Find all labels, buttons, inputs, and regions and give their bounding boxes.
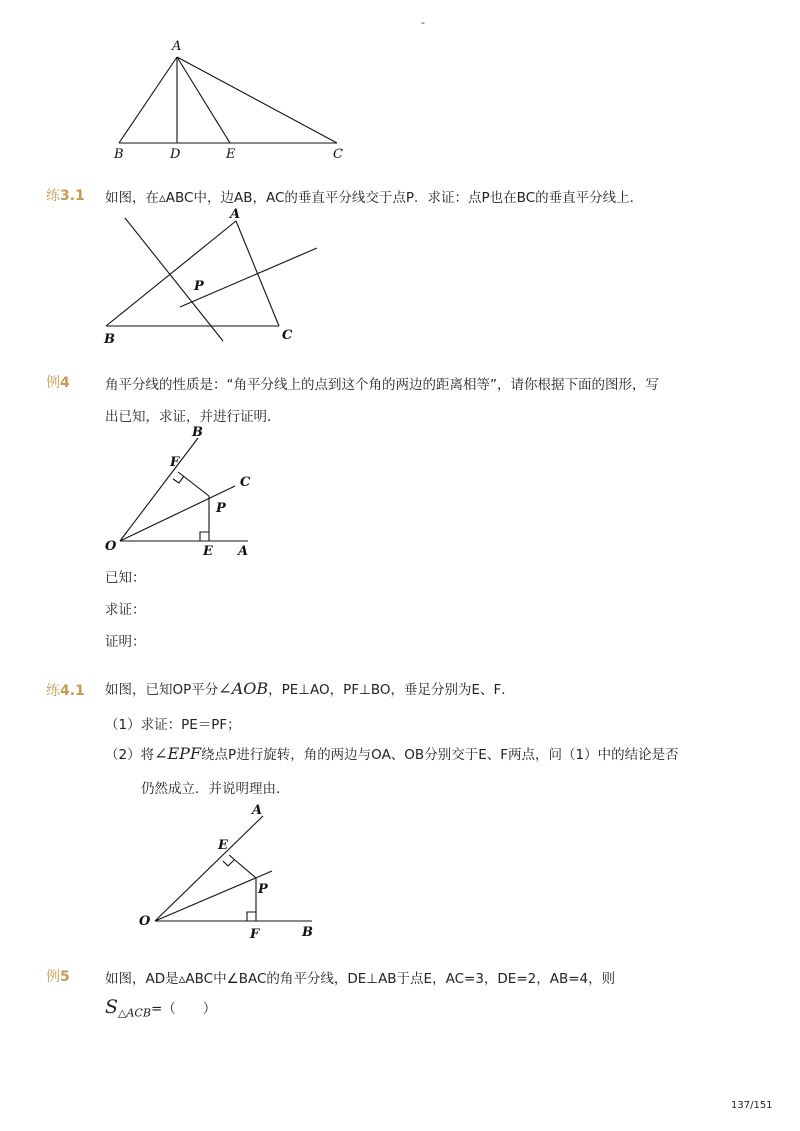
label-a: A bbox=[252, 803, 263, 818]
tag-prefix: 练 bbox=[46, 683, 60, 699]
label-e: E bbox=[226, 147, 236, 162]
proof-label: 证明： bbox=[105, 634, 146, 650]
label-b: B bbox=[302, 925, 313, 940]
math-subscript: △ACB bbox=[118, 1006, 151, 1020]
exercise-4-1-part-1: （1）求证：PE＝PF； bbox=[105, 717, 241, 733]
header-mark: - bbox=[421, 16, 425, 29]
label-c: C bbox=[333, 147, 343, 162]
example-5-text: 如图，AD是▵ABC中∠BAC的角平分线，DE⊥AB于点E，AC=3，DE=2，AB=4，则 bbox=[105, 971, 616, 987]
label-a: A bbox=[238, 544, 249, 559]
text-part-b: ，PE⊥AO，PF⊥BO，垂足分别为E、F． bbox=[268, 682, 515, 698]
label-c: C bbox=[240, 475, 251, 490]
example-5-formula bbox=[105, 996, 216, 1020]
example-tag-5 bbox=[46, 966, 70, 986]
label-d: D bbox=[170, 147, 181, 162]
page-number: 137/151 bbox=[731, 1100, 773, 1111]
label-e: E bbox=[203, 544, 213, 559]
label-e: E bbox=[218, 838, 228, 853]
label-a: A bbox=[172, 39, 182, 54]
math-s: S bbox=[105, 996, 119, 1018]
exercise-3-1-text: 如图，在▵ABC中，边AB，AC的垂直平分线交于点P．求证：点P也在BC的垂直平分线上． bbox=[105, 190, 644, 206]
label-c: C bbox=[282, 328, 293, 343]
tag-prefix: 例 bbox=[46, 969, 60, 985]
tag-number: 4 bbox=[60, 375, 70, 391]
label-b: B bbox=[192, 425, 203, 440]
label-b: B bbox=[114, 147, 124, 162]
math-angle-epf: ∠EPF bbox=[154, 744, 202, 763]
prove-label: 求证： bbox=[105, 602, 146, 618]
known-label: 已知： bbox=[105, 570, 146, 586]
label-b: B bbox=[104, 332, 115, 347]
label-o: O bbox=[139, 914, 151, 929]
example-4-line-2: 出已知，求证，并进行证明． bbox=[105, 409, 281, 425]
tag-number: 4.1 bbox=[60, 683, 85, 699]
part-2-prefix: （2）将 bbox=[105, 747, 155, 763]
exercise-4-1-part-2-cont: 仍然成立．并说明理由． bbox=[141, 781, 290, 797]
tag-prefix: 例 bbox=[46, 375, 60, 391]
label-f: F bbox=[170, 455, 180, 470]
label-a: A bbox=[230, 207, 241, 222]
example-4-line-1: 角平分线的性质是：“角平分线上的点到这个角的两边的距离相等”，请你根据下面的图形，写 bbox=[105, 377, 659, 393]
label-f: F bbox=[250, 927, 260, 942]
math-angle-aob: ∠AOB bbox=[218, 679, 269, 698]
part-2-body: 绕点P进行旋转，角的两边与OA、OB分别交于E、F两点，问（1）中的结论是否 bbox=[201, 747, 679, 763]
label-o: O bbox=[105, 539, 117, 554]
tag-number: 3.1 bbox=[60, 188, 85, 204]
label-p: P bbox=[194, 279, 204, 294]
answer-blank: =（ ） bbox=[150, 1001, 217, 1017]
text-part-a: 如图，已知OP平分 bbox=[105, 682, 219, 698]
label-p: P bbox=[258, 882, 268, 897]
tag-prefix: 练 bbox=[46, 188, 60, 204]
label-p: P bbox=[216, 501, 226, 516]
tag-number: 5 bbox=[60, 969, 70, 985]
